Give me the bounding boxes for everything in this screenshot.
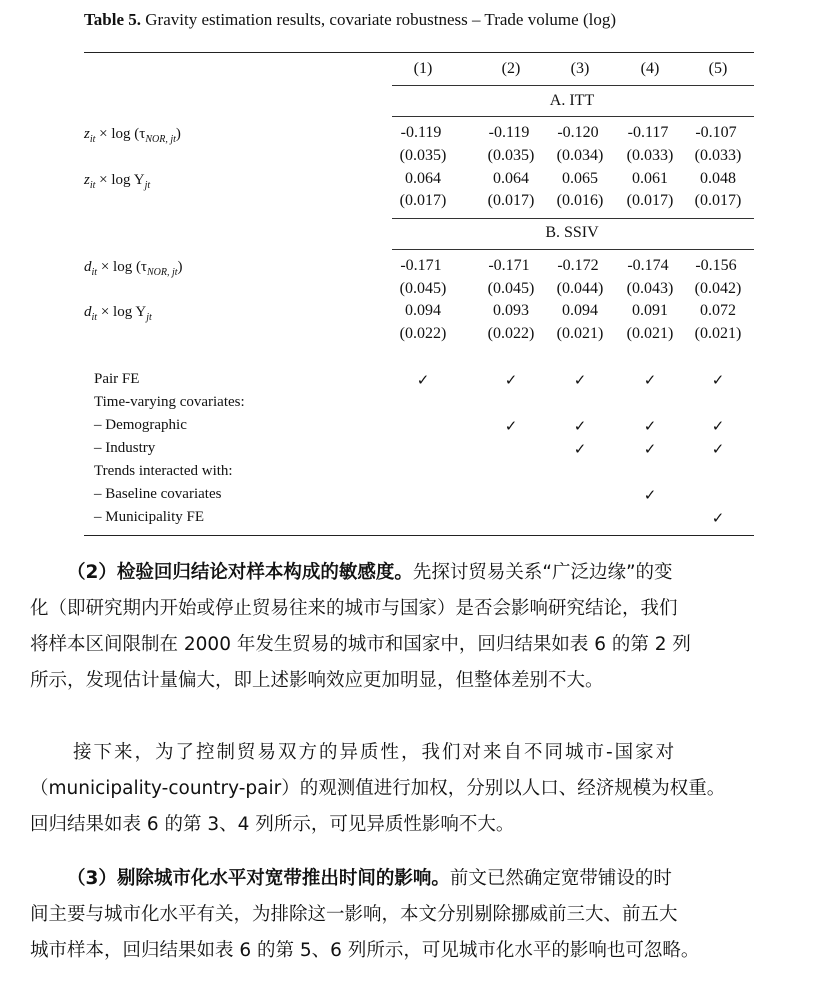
coef-cell: 0.093 [493,302,529,319]
panel-b-rule-bottom [392,249,754,250]
panel-b-row2-label: $d_{it} \times \log Y_{jt}$ [84,304,152,323]
se-cell: (0.021) [556,325,604,342]
panel-a-rule-bottom [392,116,754,117]
check-mark-icon: ✓ [416,371,430,389]
coef-cell: -0.171 [488,257,530,274]
check-mark-icon: ✓ [643,486,657,504]
se-cell: (0.017) [694,192,742,209]
control-industry: – Industry [94,440,156,456]
column-header: (3) [570,60,590,77]
paragraph-sample-sensitivity: （2）检验回归结论对样本构成的敏感度。先探讨贸易关系“广泛边缘”的变 化（即研究期内开始或停止贸易往来的城市与国家）是否会影响研究结论，我们 将样本区间限制在 2000 年发生贸易的城市和国家中，回归结果如表 6 的第 2 列 所示，发现估计量偏大，即上述影响效应更加明显，但整体差别不大。 [30,562,691,691]
check-mark-icon: ✓ [711,509,725,527]
table-caption-label: Table 5. [84,10,142,29]
panel-b-row1-label: $d_{it} \times \log (\tau_{NOR, jt})$ [84,259,183,278]
coef-cell: -0.171 [400,257,442,274]
check-mark-icon: ✓ [643,371,657,389]
se-cell: (0.022) [487,325,535,342]
coef-cell: -0.174 [627,257,669,274]
panel-b-title: B. SSIV [545,224,599,241]
control-demographic: – Demographic [94,417,187,433]
coef-cell: -0.117 [627,124,669,141]
coef-cell: -0.120 [557,124,599,141]
check-mark-icon: ✓ [711,440,725,458]
se-cell: (0.022) [399,325,447,342]
coef-cell: 0.061 [632,170,668,187]
column-header: (5) [708,60,728,77]
check-mark-icon: ✓ [711,417,725,435]
se-cell: (0.021) [694,325,742,342]
se-cell: (0.043) [626,280,674,297]
coef-cell: -0.172 [557,257,599,274]
check-mark-icon: ✓ [711,371,725,389]
check-mark-icon: ✓ [573,417,587,435]
column-header: (2) [501,60,521,77]
se-cell: (0.045) [487,280,535,297]
check-mark-icon: ✓ [504,371,518,389]
check-mark-icon: ✓ [504,417,518,435]
panel-a-rule-top [392,85,754,86]
table-caption [84,10,616,30]
check-mark-icon: ✓ [573,440,587,458]
paragraph-urbanization: （3）剔除城市化水平对宽带推出时间的影响。前文已然确定宽带铺设的时 间主要与城市化水平有关，为排除这一影响，本文分别剔除挪威前三大、前五大 城市样本，回归结果如表 6 的第 5、6 列所示，可见城市化水平的影响也可忽略。 [30,868,700,961]
table-caption-text: Gravity estimation results, covariate robustness – Trade volume (log) [141,10,616,29]
check-mark-icon: ✓ [643,417,657,435]
check-mark-icon: ✓ [643,440,657,458]
table-bottom-rule [84,535,754,536]
se-cell: (0.017) [626,192,674,209]
se-cell: (0.017) [487,192,535,209]
se-cell: (0.033) [694,147,742,164]
section-heading: （2）检验回归结论对样本构成的敏感度。 [67,562,413,583]
paragraph-heterogeneity: 接下来，为了控制贸易双方的异质性，我们对来自不同城市-国家对 （municipality-country-pair）的观测值进行加权，分别以人口、经济规模为权重。 回归结果如表 6 的第 3、4 列所示，可见异质性影响不大。 [30,742,726,835]
se-cell: (0.021) [626,325,674,342]
coef-cell: 0.091 [632,302,668,319]
se-cell: (0.035) [399,147,447,164]
control-time-varying: Time-varying covariates: [94,394,245,410]
panel-b-rule-top [392,218,754,219]
coef-cell: -0.119 [400,124,442,141]
control-trends: Trends interacted with: [94,463,233,479]
coef-cell: 0.094 [562,302,598,319]
coef-cell: -0.156 [695,257,737,274]
table-top-rule [84,52,754,53]
panel-a-row1-label: $z_{it} \times \log (\tau_{NOR, jt})$ [84,126,181,145]
section-heading: （3）剔除城市化水平对宽带推出时间的影响。 [67,868,450,889]
se-cell: (0.042) [694,280,742,297]
se-cell: (0.034) [556,147,604,164]
coef-cell: 0.072 [700,302,736,319]
coef-cell: 0.048 [700,170,736,187]
control-municipality: – Municipality FE [94,509,204,525]
se-cell: (0.016) [556,192,604,209]
coef-cell: -0.107 [695,124,737,141]
se-cell: (0.017) [399,192,447,209]
control-baseline: – Baseline covariates [94,486,222,502]
coef-cell: 0.065 [562,170,598,187]
coef-cell: -0.119 [488,124,530,141]
se-cell: (0.045) [399,280,447,297]
coef-cell: 0.064 [493,170,529,187]
se-cell: (0.035) [487,147,535,164]
control-pair-fe: Pair FE [94,371,140,387]
se-cell: (0.044) [556,280,604,297]
coef-cell: 0.064 [405,170,441,187]
check-mark-icon: ✓ [573,371,587,389]
coef-cell: 0.094 [405,302,441,319]
column-header: (4) [640,60,660,77]
panel-a-row2-label: $z_{it} \times \log Y_{jt}$ [84,172,151,191]
panel-a-title: A. ITT [549,92,595,109]
se-cell: (0.033) [626,147,674,164]
column-header: (1) [413,60,433,77]
